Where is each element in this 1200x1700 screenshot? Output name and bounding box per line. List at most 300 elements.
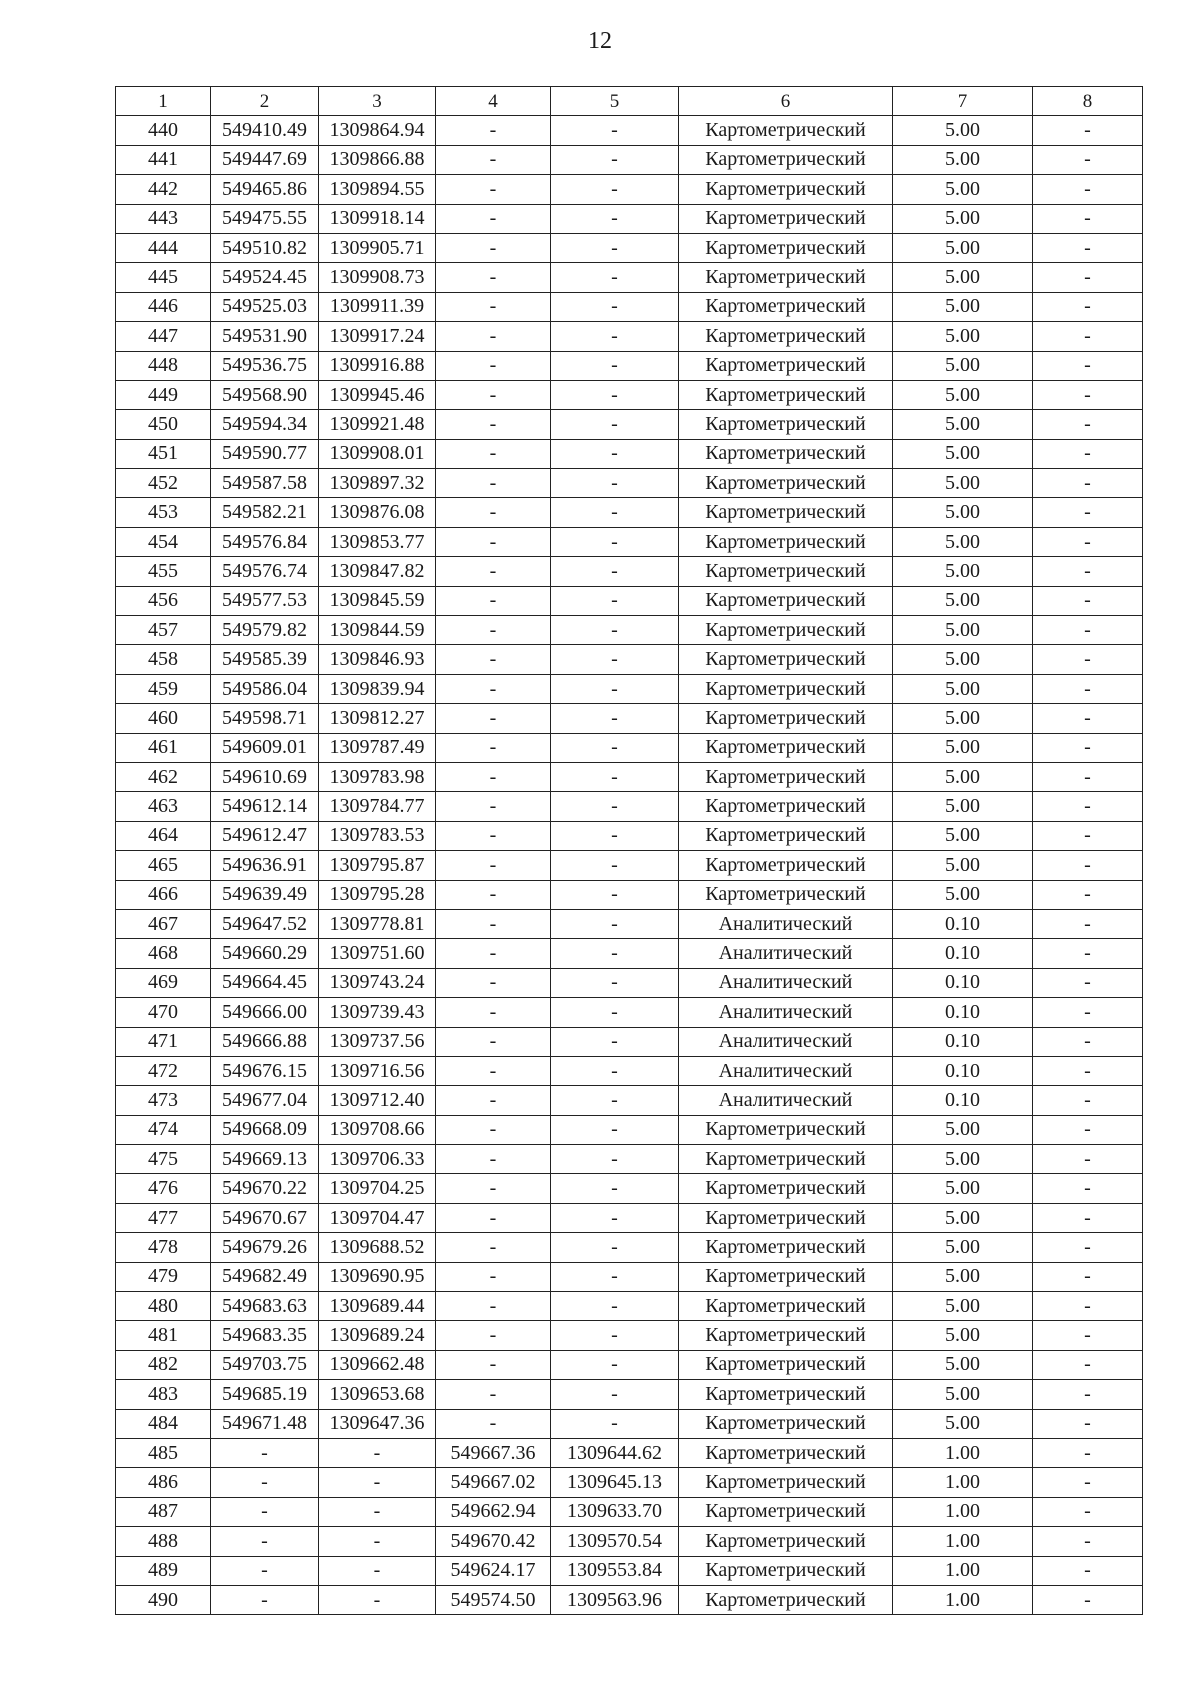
y-new-cell: - bbox=[551, 322, 679, 351]
y-new-cell: - bbox=[551, 704, 679, 733]
y-new-cell: - bbox=[551, 939, 679, 968]
note-cell: - bbox=[1033, 1292, 1143, 1321]
note-cell: - bbox=[1033, 733, 1143, 762]
x-new-cell: - bbox=[436, 175, 551, 204]
note-cell: - bbox=[1033, 410, 1143, 439]
note-cell: - bbox=[1033, 1262, 1143, 1291]
page-number: 12 bbox=[588, 28, 612, 54]
y-new-cell: - bbox=[551, 469, 679, 498]
y-coordinate-cell: 1309704.25 bbox=[319, 1174, 436, 1203]
y-new-cell: - bbox=[551, 410, 679, 439]
y-new-cell: - bbox=[551, 616, 679, 645]
x-coordinate-cell: 549669.13 bbox=[211, 1145, 319, 1174]
method-cell: Картометрический bbox=[679, 1350, 893, 1379]
method-cell: Картометрический bbox=[679, 1380, 893, 1409]
x-new-cell: - bbox=[436, 968, 551, 997]
x-coordinate-cell: 549587.58 bbox=[211, 469, 319, 498]
y-new-cell: - bbox=[551, 821, 679, 850]
table-row bbox=[116, 1056, 1143, 1085]
note-cell: - bbox=[1033, 880, 1143, 909]
table-row bbox=[116, 1203, 1143, 1232]
table-row bbox=[116, 851, 1143, 880]
y-coordinate-cell: 1309787.49 bbox=[319, 733, 436, 762]
y-new-cell: 1309553.84 bbox=[551, 1556, 679, 1585]
accuracy-cell: 5.00 bbox=[893, 322, 1033, 351]
point-number-cell: 472 bbox=[116, 1056, 211, 1085]
y-new-cell: - bbox=[551, 792, 679, 821]
x-new-cell: - bbox=[436, 1292, 551, 1321]
y-new-cell: - bbox=[551, 175, 679, 204]
y-new-cell: - bbox=[551, 145, 679, 174]
y-coordinate-cell: 1309844.59 bbox=[319, 616, 436, 645]
note-cell: - bbox=[1033, 1527, 1143, 1556]
point-number-cell: 452 bbox=[116, 469, 211, 498]
x-new-cell: - bbox=[436, 674, 551, 703]
x-new-cell: - bbox=[436, 469, 551, 498]
x-coordinate-cell: - bbox=[211, 1556, 319, 1585]
method-cell: Картометрический bbox=[679, 645, 893, 674]
note-cell: - bbox=[1033, 1174, 1143, 1203]
x-new-cell: 549670.42 bbox=[436, 1527, 551, 1556]
y-coordinate-cell: 1309688.52 bbox=[319, 1233, 436, 1262]
y-coordinate-cell: 1309712.40 bbox=[319, 1086, 436, 1115]
y-coordinate-cell: 1309921.48 bbox=[319, 410, 436, 439]
x-coordinate-cell: 549612.14 bbox=[211, 792, 319, 821]
point-number-cell: 475 bbox=[116, 1145, 211, 1174]
table-row bbox=[116, 762, 1143, 791]
method-cell: Картометрический bbox=[679, 1409, 893, 1438]
method-cell: Картометрический bbox=[679, 233, 893, 262]
point-number-cell: 468 bbox=[116, 939, 211, 968]
point-number-cell: 453 bbox=[116, 498, 211, 527]
y-new-cell: - bbox=[551, 351, 679, 380]
y-coordinate-cell: 1309945.46 bbox=[319, 380, 436, 409]
y-new-cell: - bbox=[551, 498, 679, 527]
table-row bbox=[116, 410, 1143, 439]
y-coordinate-cell: 1309864.94 bbox=[319, 116, 436, 145]
accuracy-cell: 1.00 bbox=[893, 1468, 1033, 1497]
x-coordinate-cell: 549609.01 bbox=[211, 733, 319, 762]
table-row bbox=[116, 1321, 1143, 1350]
note-cell: - bbox=[1033, 1115, 1143, 1144]
x-new-cell: 549667.36 bbox=[436, 1438, 551, 1467]
point-number-cell: 456 bbox=[116, 586, 211, 615]
note-cell: - bbox=[1033, 968, 1143, 997]
method-cell: Картометрический bbox=[679, 1174, 893, 1203]
accuracy-cell: 5.00 bbox=[893, 1174, 1033, 1203]
x-new-cell: - bbox=[436, 145, 551, 174]
accuracy-cell: 5.00 bbox=[893, 175, 1033, 204]
point-number-cell: 489 bbox=[116, 1556, 211, 1585]
accuracy-cell: 5.00 bbox=[893, 233, 1033, 262]
y-coordinate-cell: 1309894.55 bbox=[319, 175, 436, 204]
x-coordinate-cell: 549685.19 bbox=[211, 1380, 319, 1409]
accuracy-cell: 5.00 bbox=[893, 1145, 1033, 1174]
x-new-cell: - bbox=[436, 351, 551, 380]
y-new-cell: - bbox=[551, 1380, 679, 1409]
x-coordinate-cell: 549703.75 bbox=[211, 1350, 319, 1379]
x-new-cell: - bbox=[436, 204, 551, 233]
x-new-cell: - bbox=[436, 616, 551, 645]
x-coordinate-cell: 549664.45 bbox=[211, 968, 319, 997]
point-number-cell: 463 bbox=[116, 792, 211, 821]
method-cell: Картометрический bbox=[679, 469, 893, 498]
note-cell: - bbox=[1033, 1056, 1143, 1085]
table-row bbox=[116, 880, 1143, 909]
method-cell: Картометрический bbox=[679, 1262, 893, 1291]
x-coordinate-cell: 549666.88 bbox=[211, 1027, 319, 1056]
x-coordinate-cell: 549536.75 bbox=[211, 351, 319, 380]
table-row bbox=[116, 1468, 1143, 1497]
method-cell: Картометрический bbox=[679, 704, 893, 733]
y-coordinate-cell: 1309783.53 bbox=[319, 821, 436, 850]
x-new-cell: 549662.94 bbox=[436, 1497, 551, 1526]
y-coordinate-cell: 1309690.95 bbox=[319, 1262, 436, 1291]
x-coordinate-cell: 549447.69 bbox=[211, 145, 319, 174]
table-row bbox=[116, 1086, 1143, 1115]
note-cell: - bbox=[1033, 616, 1143, 645]
method-cell: Картометрический bbox=[679, 1321, 893, 1350]
y-coordinate-cell: 1309839.94 bbox=[319, 674, 436, 703]
x-coordinate-cell: 549579.82 bbox=[211, 616, 319, 645]
y-coordinate-cell: - bbox=[319, 1497, 436, 1526]
x-new-cell: - bbox=[436, 380, 551, 409]
table-row bbox=[116, 351, 1143, 380]
x-new-cell: - bbox=[436, 762, 551, 791]
point-number-cell: 448 bbox=[116, 351, 211, 380]
table-row bbox=[116, 263, 1143, 292]
accuracy-cell: 5.00 bbox=[893, 1380, 1033, 1409]
note-cell: - bbox=[1033, 1086, 1143, 1115]
method-cell: Картометрический bbox=[679, 380, 893, 409]
method-cell: Аналитический bbox=[679, 909, 893, 938]
table-row bbox=[116, 1292, 1143, 1321]
table-row bbox=[116, 1556, 1143, 1585]
y-new-cell: - bbox=[551, 1174, 679, 1203]
y-new-cell: - bbox=[551, 1409, 679, 1438]
note-cell: - bbox=[1033, 1468, 1143, 1497]
method-cell: Картометрический bbox=[679, 1556, 893, 1585]
table-row bbox=[116, 1409, 1143, 1438]
y-coordinate-cell: 1309908.73 bbox=[319, 263, 436, 292]
y-coordinate-cell: 1309812.27 bbox=[319, 704, 436, 733]
x-coordinate-cell: 549683.63 bbox=[211, 1292, 319, 1321]
point-number-cell: 458 bbox=[116, 645, 211, 674]
point-number-cell: 450 bbox=[116, 410, 211, 439]
y-new-cell: - bbox=[551, 1292, 679, 1321]
note-cell: - bbox=[1033, 998, 1143, 1027]
y-new-cell: - bbox=[551, 762, 679, 791]
table-row bbox=[116, 1497, 1143, 1526]
y-new-cell: - bbox=[551, 968, 679, 997]
x-coordinate-cell: - bbox=[211, 1527, 319, 1556]
note-cell: - bbox=[1033, 351, 1143, 380]
coordinates-table bbox=[115, 86, 1143, 1615]
y-coordinate-cell: 1309845.59 bbox=[319, 586, 436, 615]
point-number-cell: 447 bbox=[116, 322, 211, 351]
y-coordinate-cell: 1309918.14 bbox=[319, 204, 436, 233]
table-row bbox=[116, 586, 1143, 615]
x-coordinate-cell: - bbox=[211, 1468, 319, 1497]
accuracy-cell: 5.00 bbox=[893, 292, 1033, 321]
accuracy-cell: 5.00 bbox=[893, 1233, 1033, 1262]
x-coordinate-cell: 549594.34 bbox=[211, 410, 319, 439]
table-row bbox=[116, 1527, 1143, 1556]
point-number-cell: 466 bbox=[116, 880, 211, 909]
y-new-cell: - bbox=[551, 292, 679, 321]
point-number-cell: 449 bbox=[116, 380, 211, 409]
x-new-cell: - bbox=[436, 233, 551, 262]
accuracy-cell: 5.00 bbox=[893, 616, 1033, 645]
accuracy-cell: 5.00 bbox=[893, 1350, 1033, 1379]
point-number-cell: 476 bbox=[116, 1174, 211, 1203]
y-new-cell: - bbox=[551, 1027, 679, 1056]
table-row bbox=[116, 204, 1143, 233]
note-cell: - bbox=[1033, 1585, 1143, 1614]
x-new-cell: - bbox=[436, 1380, 551, 1409]
method-cell: Картометрический bbox=[679, 851, 893, 880]
point-number-cell: 477 bbox=[116, 1203, 211, 1232]
y-coordinate-cell: - bbox=[319, 1468, 436, 1497]
y-coordinate-cell: 1309908.01 bbox=[319, 439, 436, 468]
table-row bbox=[116, 792, 1143, 821]
x-coordinate-cell: 549410.49 bbox=[211, 116, 319, 145]
accuracy-cell: 0.10 bbox=[893, 1027, 1033, 1056]
note-cell: - bbox=[1033, 1233, 1143, 1262]
table-row bbox=[116, 1262, 1143, 1291]
note-cell: - bbox=[1033, 1497, 1143, 1526]
note-cell: - bbox=[1033, 704, 1143, 733]
header-cell: 6 bbox=[679, 87, 893, 116]
x-coordinate-cell: 549585.39 bbox=[211, 645, 319, 674]
y-coordinate-cell: - bbox=[319, 1438, 436, 1467]
method-cell: Картометрический bbox=[679, 821, 893, 850]
y-coordinate-cell: 1309853.77 bbox=[319, 527, 436, 556]
x-new-cell: - bbox=[436, 292, 551, 321]
x-new-cell: - bbox=[436, 322, 551, 351]
x-new-cell: - bbox=[436, 1056, 551, 1085]
x-new-cell: - bbox=[436, 704, 551, 733]
header-cell: 1 bbox=[116, 87, 211, 116]
note-cell: - bbox=[1033, 204, 1143, 233]
point-number-cell: 486 bbox=[116, 1468, 211, 1497]
x-new-cell: - bbox=[436, 1350, 551, 1379]
x-coordinate-cell: 549577.53 bbox=[211, 586, 319, 615]
x-new-cell: - bbox=[436, 1086, 551, 1115]
y-new-cell: 1309563.96 bbox=[551, 1585, 679, 1614]
accuracy-cell: 5.00 bbox=[893, 586, 1033, 615]
accuracy-cell: 5.00 bbox=[893, 380, 1033, 409]
accuracy-cell: 5.00 bbox=[893, 1115, 1033, 1144]
method-cell: Картометрический bbox=[679, 410, 893, 439]
x-coordinate-cell: 549670.67 bbox=[211, 1203, 319, 1232]
y-new-cell: - bbox=[551, 733, 679, 762]
note-cell: - bbox=[1033, 939, 1143, 968]
y-coordinate-cell: 1309897.32 bbox=[319, 469, 436, 498]
accuracy-cell: 5.00 bbox=[893, 557, 1033, 586]
header-cell: 4 bbox=[436, 87, 551, 116]
y-coordinate-cell: 1309784.77 bbox=[319, 792, 436, 821]
y-new-cell: - bbox=[551, 909, 679, 938]
note-cell: - bbox=[1033, 233, 1143, 262]
accuracy-cell: 5.00 bbox=[893, 792, 1033, 821]
note-cell: - bbox=[1033, 1438, 1143, 1467]
table-row bbox=[116, 233, 1143, 262]
y-coordinate-cell: 1309751.60 bbox=[319, 939, 436, 968]
accuracy-cell: 5.00 bbox=[893, 439, 1033, 468]
y-coordinate-cell: 1309706.33 bbox=[319, 1145, 436, 1174]
accuracy-cell: 0.10 bbox=[893, 1086, 1033, 1115]
accuracy-cell: 5.00 bbox=[893, 527, 1033, 556]
x-coordinate-cell: - bbox=[211, 1585, 319, 1614]
x-coordinate-cell: 549525.03 bbox=[211, 292, 319, 321]
table-row bbox=[116, 909, 1143, 938]
y-new-cell: - bbox=[551, 674, 679, 703]
x-coordinate-cell: 549666.00 bbox=[211, 998, 319, 1027]
point-number-cell: 473 bbox=[116, 1086, 211, 1115]
table-row bbox=[116, 674, 1143, 703]
accuracy-cell: 5.00 bbox=[893, 410, 1033, 439]
header-cell: 7 bbox=[893, 87, 1033, 116]
x-new-cell: - bbox=[436, 586, 551, 615]
point-number-cell: 451 bbox=[116, 439, 211, 468]
table-row bbox=[116, 821, 1143, 850]
header-row bbox=[116, 87, 1143, 116]
x-new-cell: - bbox=[436, 263, 551, 292]
table-row bbox=[116, 116, 1143, 145]
method-cell: Картометрический bbox=[679, 527, 893, 556]
x-coordinate-cell: 549668.09 bbox=[211, 1115, 319, 1144]
accuracy-cell: 5.00 bbox=[893, 1321, 1033, 1350]
x-coordinate-cell: 549677.04 bbox=[211, 1086, 319, 1115]
accuracy-cell: 5.00 bbox=[893, 704, 1033, 733]
table-row bbox=[116, 469, 1143, 498]
x-coordinate-cell: 549679.26 bbox=[211, 1233, 319, 1262]
point-number-cell: 480 bbox=[116, 1292, 211, 1321]
x-coordinate-cell: 549683.35 bbox=[211, 1321, 319, 1350]
y-coordinate-cell: 1309847.82 bbox=[319, 557, 436, 586]
x-new-cell: - bbox=[436, 851, 551, 880]
method-cell: Аналитический bbox=[679, 1086, 893, 1115]
y-new-cell: - bbox=[551, 263, 679, 292]
header-cell: 8 bbox=[1033, 87, 1143, 116]
accuracy-cell: 0.10 bbox=[893, 939, 1033, 968]
y-new-cell: - bbox=[551, 1115, 679, 1144]
y-coordinate-cell: 1309783.98 bbox=[319, 762, 436, 791]
y-new-cell: - bbox=[551, 1086, 679, 1115]
method-cell: Картометрический bbox=[679, 616, 893, 645]
y-coordinate-cell: 1309689.44 bbox=[319, 1292, 436, 1321]
y-new-cell: - bbox=[551, 586, 679, 615]
x-new-cell: - bbox=[436, 410, 551, 439]
x-new-cell: - bbox=[436, 645, 551, 674]
method-cell: Картометрический bbox=[679, 351, 893, 380]
x-coordinate-cell: 549531.90 bbox=[211, 322, 319, 351]
method-cell: Картометрический bbox=[679, 145, 893, 174]
y-new-cell: 1309633.70 bbox=[551, 1497, 679, 1526]
accuracy-cell: 5.00 bbox=[893, 1203, 1033, 1232]
accuracy-cell: 5.00 bbox=[893, 145, 1033, 174]
y-new-cell: 1309570.54 bbox=[551, 1527, 679, 1556]
table-row bbox=[116, 1438, 1143, 1467]
y-coordinate-cell: 1309647.36 bbox=[319, 1409, 436, 1438]
point-number-cell: 455 bbox=[116, 557, 211, 586]
x-coordinate-cell: 549475.55 bbox=[211, 204, 319, 233]
x-coordinate-cell: 549660.29 bbox=[211, 939, 319, 968]
y-coordinate-cell: 1309795.87 bbox=[319, 851, 436, 880]
x-new-cell: - bbox=[436, 909, 551, 938]
accuracy-cell: 1.00 bbox=[893, 1556, 1033, 1585]
point-number-cell: 454 bbox=[116, 527, 211, 556]
note-cell: - bbox=[1033, 292, 1143, 321]
method-cell: Картометрический bbox=[679, 116, 893, 145]
y-new-cell: - bbox=[551, 851, 679, 880]
point-number-cell: 443 bbox=[116, 204, 211, 233]
x-new-cell: 549624.17 bbox=[436, 1556, 551, 1585]
x-coordinate-cell: 549639.49 bbox=[211, 880, 319, 909]
method-cell: Аналитический bbox=[679, 998, 893, 1027]
table-row bbox=[116, 175, 1143, 204]
x-new-cell: - bbox=[436, 1233, 551, 1262]
note-cell: - bbox=[1033, 792, 1143, 821]
method-cell: Картометрический bbox=[679, 1438, 893, 1467]
accuracy-cell: 1.00 bbox=[893, 1438, 1033, 1467]
accuracy-cell: 5.00 bbox=[893, 351, 1033, 380]
y-coordinate-cell: 1309704.47 bbox=[319, 1203, 436, 1232]
method-cell: Картометрический bbox=[679, 263, 893, 292]
accuracy-cell: 5.00 bbox=[893, 204, 1033, 233]
note-cell: - bbox=[1033, 821, 1143, 850]
table-row bbox=[116, 704, 1143, 733]
x-coordinate-cell: 549676.15 bbox=[211, 1056, 319, 1085]
note-cell: - bbox=[1033, 322, 1143, 351]
y-coordinate-cell: 1309917.24 bbox=[319, 322, 436, 351]
x-coordinate-cell: 549671.48 bbox=[211, 1409, 319, 1438]
y-new-cell: 1309644.62 bbox=[551, 1438, 679, 1467]
method-cell: Картометрический bbox=[679, 762, 893, 791]
y-new-cell: - bbox=[551, 1321, 679, 1350]
x-coordinate-cell: 549598.71 bbox=[211, 704, 319, 733]
note-cell: - bbox=[1033, 380, 1143, 409]
y-coordinate-cell: - bbox=[319, 1556, 436, 1585]
table-row bbox=[116, 1585, 1143, 1614]
x-coordinate-cell: 549590.77 bbox=[211, 439, 319, 468]
accuracy-cell: 5.00 bbox=[893, 469, 1033, 498]
y-coordinate-cell: 1309905.71 bbox=[319, 233, 436, 262]
accuracy-cell: 5.00 bbox=[893, 645, 1033, 674]
point-number-cell: 464 bbox=[116, 821, 211, 850]
table-row bbox=[116, 498, 1143, 527]
point-number-cell: 478 bbox=[116, 1233, 211, 1262]
note-cell: - bbox=[1033, 586, 1143, 615]
table-row bbox=[116, 1350, 1143, 1379]
y-new-cell: - bbox=[551, 1350, 679, 1379]
table-row bbox=[116, 1174, 1143, 1203]
x-new-cell: - bbox=[436, 1027, 551, 1056]
point-number-cell: 441 bbox=[116, 145, 211, 174]
x-coordinate-cell: 549670.22 bbox=[211, 1174, 319, 1203]
point-number-cell: 487 bbox=[116, 1497, 211, 1526]
point-number-cell: 470 bbox=[116, 998, 211, 1027]
note-cell: - bbox=[1033, 645, 1143, 674]
point-number-cell: 440 bbox=[116, 116, 211, 145]
x-new-cell: - bbox=[436, 1262, 551, 1291]
method-cell: Картометрический bbox=[679, 1292, 893, 1321]
x-coordinate-cell: 549568.90 bbox=[211, 380, 319, 409]
x-new-cell: - bbox=[436, 880, 551, 909]
method-cell: Картометрический bbox=[679, 792, 893, 821]
accuracy-cell: 0.10 bbox=[893, 1056, 1033, 1085]
